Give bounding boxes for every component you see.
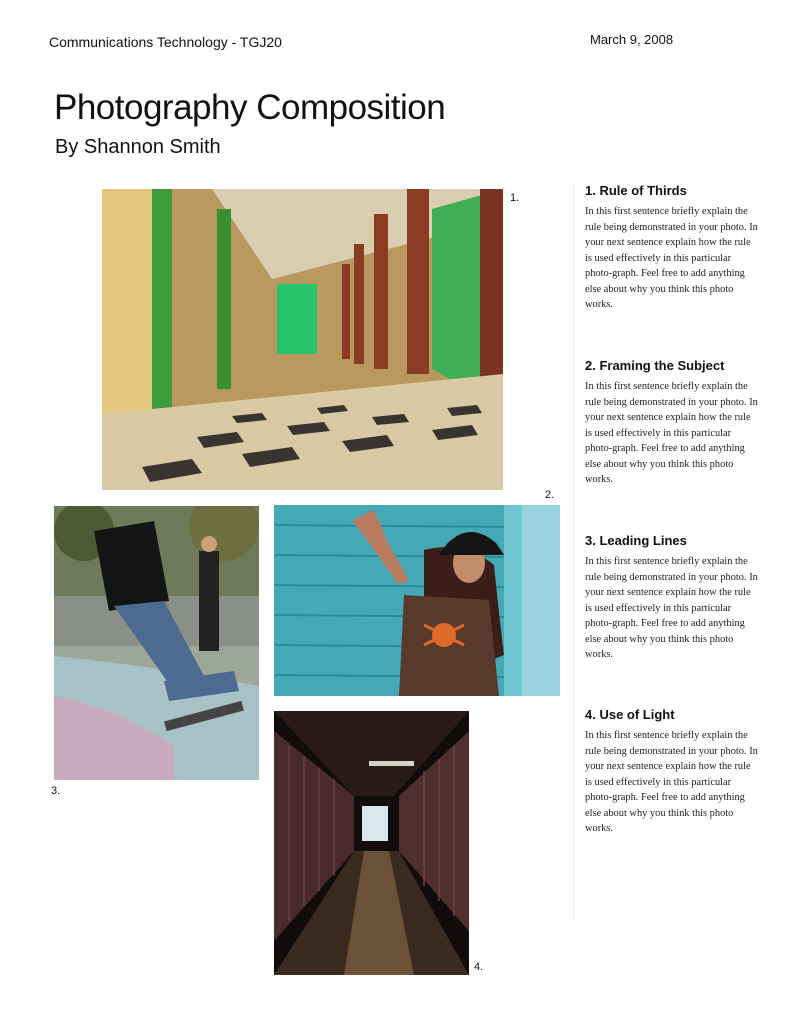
section-heading: 4. Use of Light <box>585 707 675 722</box>
photo-number-2: 2. <box>545 489 555 501</box>
document-date: March 9, 2008 <box>590 32 674 47</box>
photo-hallway-green <box>102 189 503 490</box>
photo-number-4: 4. <box>474 961 484 973</box>
section-heading: 3. Leading Lines <box>585 533 687 548</box>
column-divider <box>573 182 574 922</box>
photo-number-1: 1. <box>510 192 520 204</box>
photo-number-3: 3. <box>51 785 61 797</box>
section-heading: 2. Framing the Subject <box>585 358 725 373</box>
photo-woman-teal-wall <box>274 505 560 696</box>
section-heading: 1. Rule of Thirds <box>585 183 687 198</box>
section-body: In this first sentence briefly explain the rule being demonstrated in your photo. In your next sentence explain how the rule is used effectively in this particular photo-graph. Feel free to add anything else about why you think this photo works. <box>585 206 758 310</box>
page-title: Photography Composition <box>54 88 446 127</box>
section-rule-of-thirds <box>585 183 760 313</box>
photo-skateboarder <box>54 506 259 780</box>
section-body: In this first sentence briefly explain the rule being demonstrated in your photo. In your next sentence explain how the rule is used effectively in this particular photo-graph. Feel free to add anything else about why you think this photo works. <box>585 556 758 660</box>
course-name: Communications Technology - TGJ20 <box>49 34 282 50</box>
author-byline: By Shannon Smith <box>55 136 221 158</box>
photo-dark-hallway <box>274 711 469 975</box>
section-framing-the-subject <box>585 358 760 488</box>
section-body: In this first sentence briefly explain the rule being demonstrated in your photo. In your next sentence explain how the rule is used effectively in this particular photo-graph. Feel free to add anything else about why you think this photo works. <box>585 730 758 834</box>
section-leading-lines <box>585 533 760 663</box>
section-body: In this first sentence briefly explain the rule being demonstrated in your photo. In your next sentence explain how the rule is used effectively in this particular photo-graph. Feel free to add anything else about why you think this photo works. <box>585 381 758 485</box>
section-use-of-light <box>585 707 760 837</box>
